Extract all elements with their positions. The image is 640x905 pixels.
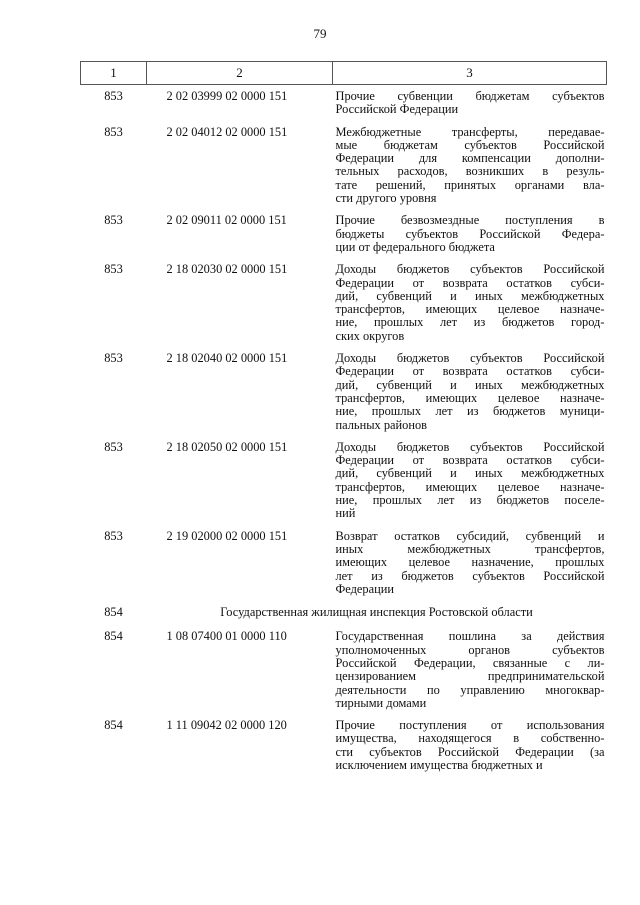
revenue-code: 2 02 09011 02 0000 151 xyxy=(166,213,287,228)
description-line: имеющих целевое назначение, прошлых xyxy=(335,555,605,570)
description-line: мые бюджетам субъектов Российской xyxy=(335,137,605,152)
table-row xyxy=(81,530,607,605)
revenue-description xyxy=(333,214,607,263)
description-line: Межбюджетные трансферты, передавае- xyxy=(335,124,605,139)
revenue-description xyxy=(333,85,607,126)
table-row xyxy=(81,263,607,352)
description-line: дий, субвенций и иных межбюджетных xyxy=(335,377,605,392)
table-row xyxy=(81,441,607,530)
section-code: 854 xyxy=(104,605,123,620)
table-row xyxy=(81,126,607,215)
description-line: Российской Федерации, связанные с ли- xyxy=(335,655,605,670)
admin-code: 854 xyxy=(104,629,123,644)
table-section-854 xyxy=(81,605,607,630)
table-row xyxy=(81,85,607,126)
description-line: ние, прошлых лет из бюджетов муници- xyxy=(335,404,605,419)
table-row xyxy=(81,352,607,441)
description-line: тельных расходов, возникших в резуль- xyxy=(335,164,605,179)
revenue-description xyxy=(333,441,607,530)
admin-code: 853 xyxy=(104,262,123,277)
description-line: лет из бюджетов субъектов Российской xyxy=(335,568,605,583)
description-line: Возврат остатков субсидий, субвенций и xyxy=(335,528,605,543)
description-line: уполномоченных органов субъектов xyxy=(335,642,605,657)
description-line: пальных районов xyxy=(335,417,428,432)
budget-classification-table xyxy=(80,61,607,781)
description-line: дий, субвенций и иных межбюджетных xyxy=(335,288,605,303)
revenue-code: 2 02 03999 02 0000 151 xyxy=(166,89,288,103)
description-line: Прочие безвозмездные поступления в xyxy=(335,213,605,228)
table-row xyxy=(81,214,607,263)
description-line: дий, субвенций и иных межбюджетных xyxy=(335,466,605,481)
revenue-code: 1 08 07400 01 0000 110 xyxy=(166,629,287,644)
admin-code: 853 xyxy=(104,351,123,366)
description-line: ских округов xyxy=(335,328,405,343)
revenue-code: 2 18 02030 02 0000 151 xyxy=(166,262,288,277)
description-line: трансфертов, имеющих целевое назначе- xyxy=(335,302,605,317)
description-line: ние, прошлых лет из бюджетов город- xyxy=(335,315,605,330)
description-line: цензированием предпринимательской xyxy=(335,669,605,684)
revenue-description xyxy=(333,263,607,352)
description-line: бюджеты субъектов Российской Федера- xyxy=(335,226,605,241)
description-line: трансфертов, имеющих целевое назначе- xyxy=(335,390,605,405)
description-line: Доходы бюджетов субъектов Российской xyxy=(335,351,605,366)
description-line: тате решений, принятых органами вла- xyxy=(335,177,605,192)
revenue-description xyxy=(333,352,607,441)
admin-code: 853 xyxy=(104,89,123,103)
description-line: ние, прошлых лет из бюджетов поселе- xyxy=(335,493,605,508)
description-line: Государственная пошлина за действия xyxy=(335,629,605,644)
description-line: Прочие субвенции бюджетам субъектов xyxy=(335,89,605,103)
table-body-854 xyxy=(81,630,607,781)
revenue-code: 2 19 02000 02 0000 151 xyxy=(166,528,288,543)
description-line: ний xyxy=(335,506,356,521)
revenue-code: 2 18 02050 02 0000 151 xyxy=(166,439,288,454)
description-line: Доходы бюджетов субъектов Российской xyxy=(335,439,605,454)
description-line: ции от федерального бюджета xyxy=(335,239,495,254)
revenue-description xyxy=(333,530,607,605)
admin-code: 853 xyxy=(104,213,123,228)
column-header-1: 1 xyxy=(81,62,147,85)
revenue-code: 1 11 09042 02 0000 120 xyxy=(166,718,287,733)
admin-code: 853 xyxy=(104,439,123,454)
admin-code: 854 xyxy=(104,718,123,733)
description-line: Федерации от возврата остатков субси- xyxy=(335,275,605,290)
column-header-3: 3 xyxy=(333,62,607,85)
column-header-2: 2 xyxy=(147,62,333,85)
section-title: Государственная жилищная инспекция Ростовской области xyxy=(220,605,533,620)
description-line: Прочие поступления от использования xyxy=(335,718,605,733)
description-line: иных межбюджетных трансфертов, xyxy=(335,541,605,556)
description-line: Федерации для компенсации дополни- xyxy=(335,151,605,166)
description-line: тирными домами xyxy=(335,695,427,710)
table-body-853 xyxy=(81,85,607,606)
revenue-description xyxy=(333,719,607,781)
description-line: Федерации от возврата остатков субси- xyxy=(335,364,605,379)
description-line: деятельности по управлению многоквар- xyxy=(335,682,605,697)
description-line: Российской Федерации xyxy=(335,102,459,117)
revenue-description xyxy=(333,630,607,719)
admin-code: 853 xyxy=(104,124,123,139)
table-header-row xyxy=(81,62,607,85)
revenue-code: 2 02 04012 02 0000 151 xyxy=(166,124,288,139)
description-line: Федерации от возврата остатков субси- xyxy=(335,453,605,468)
table-row xyxy=(81,630,607,719)
description-line: имущества, находящегося в собственно- xyxy=(335,731,605,746)
revenue-description xyxy=(333,126,607,215)
description-line: сти субъектов Российской Федерации (за xyxy=(335,744,605,759)
admin-code: 853 xyxy=(104,528,123,543)
description-line: Федерации xyxy=(335,581,395,596)
page-number: 79 xyxy=(313,26,327,41)
revenue-code: 2 18 02040 02 0000 151 xyxy=(166,351,288,366)
description-line: трансфертов, имеющих целевое назначе- xyxy=(335,479,605,494)
description-line: сти другого уровня xyxy=(335,191,437,206)
description-line: Доходы бюджетов субъектов Российской xyxy=(335,262,605,277)
description-line: исключением имущества бюджетных и xyxy=(335,758,543,773)
table-row xyxy=(81,719,607,781)
section-row xyxy=(81,605,607,630)
